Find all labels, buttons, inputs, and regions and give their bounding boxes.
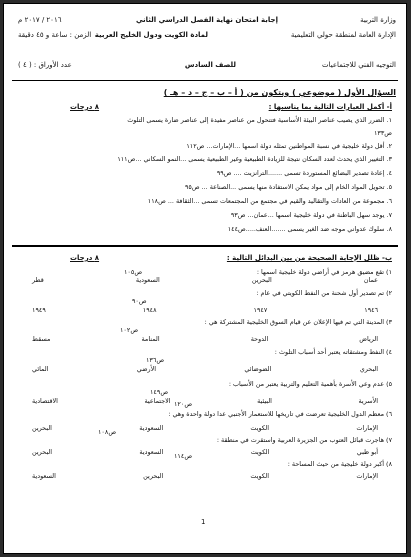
mcq-question: ٣) المدينة التي تم فيها الإعلان عن قيام السوق الخليجية المشتركة هي :: [204, 318, 392, 326]
mcq-option[interactable]: أبو ظبي: [356, 448, 378, 456]
part-a-item: ٧. يوجد سهل الباطنة في دولة خليجية اسمها ...عمان... ص٩٣: [230, 211, 392, 219]
mcq-question: ٧) هاجرت قبائل العتوب من الجزيرة العربية واستقرت في منطقة :: [216, 436, 392, 444]
mcq-option[interactable]: الأرضي: [136, 365, 157, 373]
mcq-question: ٦) معظم الدول الخليجية تعرضت في تاريخها للاستعمار الأجنبي عدا دولة واحدة وهي :: [168, 410, 392, 418]
mcq-option[interactable]: السعودية: [139, 424, 164, 432]
mcq-page-ref: ص١١٤: [174, 452, 193, 460]
exam-sheet: [3, 3, 407, 554]
mcq-page-ref: ص٩٠: [132, 297, 147, 305]
mcq-option[interactable]: الكويت: [250, 448, 270, 456]
mcq-option[interactable]: البحرين: [32, 448, 52, 456]
mcq-option[interactable]: الإمارات: [356, 424, 378, 432]
pages-label: عدد الأوراق : ( ٤ ): [18, 61, 72, 69]
mcq-option[interactable]: الرياض: [359, 335, 378, 343]
exam-title: إجابة امتحان نهاية الفصل الدراسي الثاني: [135, 16, 278, 24]
mcq-option[interactable]: الإمارات: [356, 472, 378, 480]
mcq-question: ٨) أكبر دولة خليجية من حيث المساحة :: [287, 460, 392, 468]
part-a-item: ٢. أقل دولة خليجية في نسبة المواطنين تمثله دولة اسمها ...الإمارات... ص١١٢: [186, 142, 392, 150]
mcq-page-ref: ص١٠٢: [120, 326, 139, 334]
mcq-option[interactable]: البحرين: [32, 424, 52, 432]
mcq-page-ref: ص١٠٨: [98, 428, 117, 436]
guidance-label: التوجيه الفني للاجتماعيات: [322, 61, 396, 69]
mcq-option[interactable]: السعودية: [32, 472, 56, 480]
duration-label: الزمن : ساعة و ٤٥ دقيقة: [18, 31, 92, 39]
mcq-option[interactable]: عمان: [363, 276, 378, 284]
section-divider: [12, 245, 398, 247]
mcq-option[interactable]: ١٩٤٧: [253, 306, 268, 314]
mcq-option[interactable]: البحرين: [143, 472, 164, 480]
part-a-item: ٦. مجموعة من العادات والتقاليد والقيم في مجتمع من المجتمعات تسمى ...الثقافة ... ص١١٨: [147, 197, 392, 205]
mcq-option[interactable]: الاجتماعية: [144, 397, 171, 405]
mcq-option[interactable]: الكويت: [250, 424, 270, 432]
exam-year: ٢٠١٦ / ٢٠١٧ م: [18, 16, 62, 24]
mcq-option[interactable]: البيئية: [257, 397, 272, 405]
mcq-option[interactable]: المائي: [32, 365, 49, 373]
mcq-page-ref: ص١٣٦: [146, 356, 165, 364]
subject-label: لمادة الكويت ودول الخليج العربية: [94, 31, 208, 39]
mcq-option[interactable]: ١٩٤٩: [32, 306, 46, 314]
part-a-item: ٤. إعادة تصدير البضائع المستوردة تسمى .......الترانزيت .... ص٩٩: [216, 169, 392, 177]
part-a-marks: ٨ درجات: [70, 103, 100, 111]
mcq-option[interactable]: ١٩٤٨: [142, 306, 157, 314]
mcq-question: ٢) تم تصدير أول شحنة من النفط الكويتي في عام :: [256, 289, 392, 297]
mcq-option[interactable]: المنامة: [141, 335, 160, 343]
mcq-option[interactable]: ١٩٤٦: [364, 306, 378, 314]
mcq-option[interactable]: البحرين: [251, 276, 272, 284]
mcq-page-ref: ص١٠٥: [124, 268, 143, 276]
q1-title: السؤال الأول ( موضوعي ) ويتكون من ( أ – ب – ج – د – هـ ): [163, 88, 396, 97]
part-b-title: ب- ظلل الإجابة الصحيحة من بين البدائل التالية :: [226, 254, 392, 262]
mcq-option[interactable]: الكويت: [250, 472, 270, 480]
mcq-option[interactable]: السعودية: [135, 276, 160, 284]
part-b-marks: ٨ درجات: [70, 254, 100, 262]
mcq-option[interactable]: قطر: [32, 276, 44, 284]
mcq-option[interactable]: مسقط: [32, 335, 51, 343]
part-a-item: ٥. تحويل المواد الخام إلى مواد يمكن الاستفادة منها يسمى ...الصناعة ... ص٩٥: [184, 183, 392, 191]
part-a-item: ص١٣٣: [373, 129, 392, 137]
mcq-page-ref: ص١٤٩: [150, 388, 169, 396]
directorate-label: الإدارة العامة لمنطقة حولي التعليمية: [290, 31, 396, 39]
mcq-option[interactable]: البحري: [359, 365, 378, 373]
page-number: 1: [201, 518, 206, 526]
mcq-option[interactable]: السعودية: [139, 448, 164, 456]
mcq-option[interactable]: الأسرية: [358, 397, 378, 405]
mcq-question: ١) تقع مضيق هرمز في أراضي دولة خليجية اسمها :: [256, 268, 392, 276]
mcq-page-ref: ص١٢٠: [174, 400, 193, 408]
part-a-item: ٨. سلوك عدواني موجه ضد الغير يسمى .......العنف.....ص١٤٤: [227, 225, 392, 233]
part-a-item: ١. الضرر الذي يصيب عناصر البيئة الأساسية فتتحول من عناصر مفيدة إلى عناصر ضارة يسمى التلوث: [127, 116, 392, 124]
mcq-question: ٥) عدم وعي الأسرة بأهمية التعليم والتربية يعتبر من الأسباب :: [228, 380, 392, 388]
grade-label: للصف السادس: [184, 61, 236, 69]
ministry-label: وزارة التربية: [360, 16, 396, 24]
header-divider: [12, 80, 398, 81]
part-a-item: ٣. التغيير الذي يحدث لعدد السكان نتيجة للزيادة الطبيعية وغير الطبيعية يسمى ...النمو السكاني ...ص١١١: [117, 155, 392, 163]
mcq-option[interactable]: الاقتصادية: [32, 397, 58, 405]
mcq-option[interactable]: الدوحة: [250, 335, 269, 343]
mcq-question: ٤) النفط ومشتقاته يعتبر أحد أسباب التلوث :: [274, 348, 392, 356]
part-a-title: أ- أكمل العبارات التالية بما يناسبها :: [268, 103, 392, 111]
mcq-option[interactable]: الضوضائي: [244, 365, 272, 373]
